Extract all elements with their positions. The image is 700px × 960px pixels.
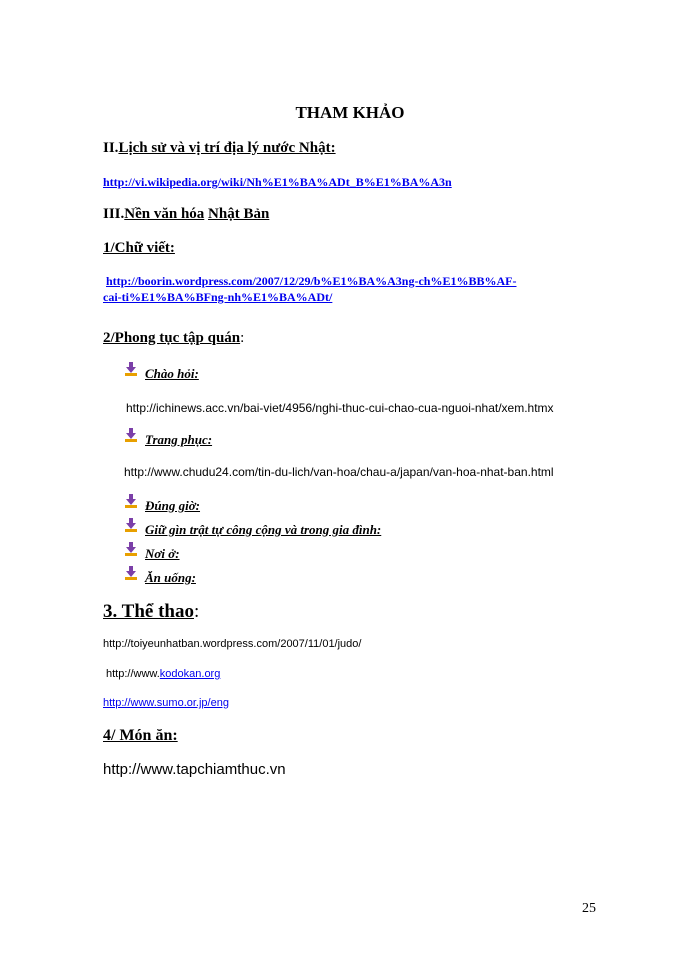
food-url: http://www.tapchiamthuc.vn <box>103 761 286 778</box>
section-3-heading <box>103 206 269 223</box>
kodokan-line <box>106 668 220 680</box>
boorin-link-line2[interactable]: cai-ti%E1%BA%BFng-nh%E1%BA%ADt/ <box>103 290 333 304</box>
customs-item-eating: Ăn uống: <box>145 570 196 585</box>
arrow-down-icon <box>124 566 138 580</box>
page-number: 25 <box>582 901 596 916</box>
customs-heading-label: 2/Phong tục tập quán <box>103 330 241 346</box>
sumo-link[interactable]: http://www.sumo.or.jp/eng <box>103 697 229 709</box>
sports-heading-colon: : <box>193 601 200 622</box>
clothing-url: http://www.chudu24.com/tin-du-lich/van-hoa/chau-a/japan/van-hoa-nhat-ban.html <box>124 465 554 479</box>
section-2-heading <box>103 140 336 157</box>
customs-item-housing: Nơi ở: <box>145 546 180 561</box>
customs-item-public-order: Giữ gìn trật tự công cộng và trong gia đình: <box>145 522 382 537</box>
arrow-down-icon <box>124 362 138 376</box>
arrow-down-icon <box>124 518 138 532</box>
page-title: THAM KHẢO <box>295 103 405 122</box>
judo-url: http://toiyeunhatban.wordpress.com/2007/11/01/judo/ <box>103 638 362 650</box>
section-3-prefix: III. <box>103 206 125 222</box>
arrow-down-icon <box>124 428 138 442</box>
section-2-label: Lịch sử và vị trí địa lý nước Nhật: <box>118 140 336 156</box>
customs-item-punctuality: Đúng giờ: <box>145 498 201 513</box>
greeting-url: http://ichinews.acc.vn/bai-viet/4956/nghi-thuc-cui-chao-cua-nguoi-nhat/xem.htmx <box>126 401 554 415</box>
section-3-part2: Nhật Bản <box>208 206 270 222</box>
section-3-part1: Nền văn hóa <box>124 206 205 222</box>
customs-item-greeting: Chào hỏi: <box>145 366 199 381</box>
kodokan-link[interactable]: kodokan.org <box>159 668 221 680</box>
sports-heading-label: 3. Thể thao <box>103 601 194 622</box>
arrow-down-icon <box>124 542 138 556</box>
kodokan-url-prefix: http://www. <box>106 668 160 680</box>
arrow-down-icon <box>124 494 138 508</box>
customs-heading-colon: : <box>240 330 245 346</box>
sports-heading <box>103 601 199 623</box>
wikipedia-link[interactable]: http://vi.wikipedia.org/wiki/Nh%E1%BA%ADt_B%E1%BA%A3n <box>103 175 452 189</box>
customs-heading <box>103 330 244 347</box>
section-2-prefix: II. <box>103 140 119 156</box>
boorin-link-line1[interactable]: http://boorin.wordpress.com/2007/12/29/b%E1%BA%A3ng-ch%E1%BB%AF- <box>106 274 517 288</box>
writing-heading: 1/Chữ viết: <box>103 240 175 256</box>
customs-item-clothing: Trang phục: <box>145 432 213 447</box>
food-heading: 4/ Món ăn: <box>103 727 178 744</box>
